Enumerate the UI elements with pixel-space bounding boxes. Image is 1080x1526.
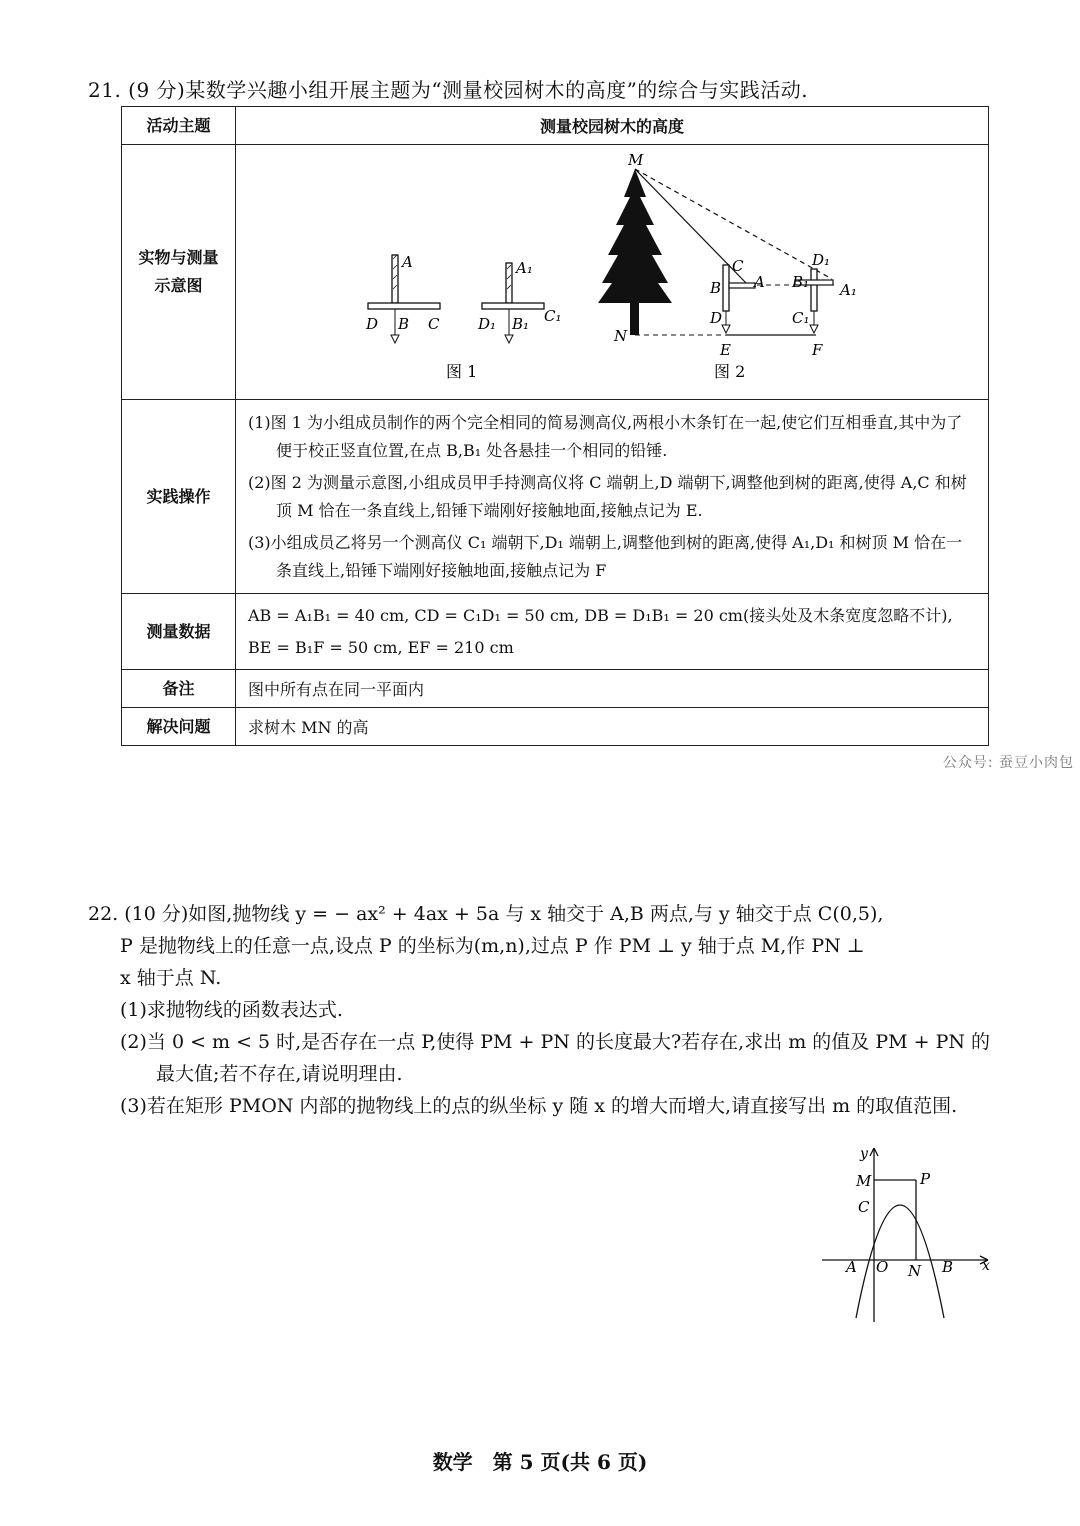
graph-label-B: B [942,1258,954,1276]
q22-sub-1: (1)求抛物线的函数表达式. [120,999,343,1021]
measurement-figures [236,145,988,395]
fig2-label-A1: A₁ [840,281,857,299]
fig1-label-A: A [402,253,413,271]
graph-label-O: O [876,1258,889,1276]
data-line-1: AB = A₁B₁ = 40 cm, CD = C₁D₁ = 50 cm, DB = D₁B₁ = 20 cm(接头处及木条宽度忽略不计), [248,605,953,625]
fig1-label-C1: C₁ [544,307,562,325]
graph-label-A: A [846,1258,857,1276]
ops-label: 实践操作 [122,400,236,594]
data-line-2: BE = B₁F = 50 cm, EF = 210 cm [248,637,514,657]
figure-label-line2: 示意图 [154,276,203,295]
fig2-label-D1: D₁ [812,251,831,269]
fig2-caption: 图 2 [714,362,746,381]
q22-sub-2: (2)当 0 < m < 5 时,是否存在一点 P,使得 PM + PN 的长度最大?若存在,求出 m 的值及 PM + PN 的最大值;若不存在,请说明理由. [120,1031,991,1085]
fig1-label-B1: B₁ [512,315,530,333]
q21-title: 21. (9 分)某数学兴趣小组开展主题为“测量校园树木的高度”的综合与实践活动. [88,78,809,102]
solve-label: 解决问题 [122,708,236,746]
fig2-label-E: E [720,341,731,359]
page-footer: 数学 第 5 页(共 6 页) [432,1450,648,1474]
graph-label-C: C [858,1198,870,1216]
fig1-label-D: D [366,315,379,333]
fig2-label-C: C [732,257,744,275]
graph-label-M: M [856,1172,872,1190]
parabola-curve [856,1205,944,1318]
ops-step-2: (2)图 2 为测量示意图,小组成员甲手持测高仪将 C 端朝上,D 端朝下,调整他到树的距离,使得 A,C 和树顶 M 恰在一条直线上,铅锤下端刚好接触地面,接触点记为 E. [248,472,967,520]
fig1-label-D1: D₁ [478,315,497,333]
parabola-graph [818,1140,998,1325]
fig1-label-B: B [398,315,410,333]
fig2-label-F: F [812,341,823,359]
q22-line-3: x 轴于点 N. [120,967,222,989]
figure-label-line1: 实物与测量 [138,248,219,267]
graph-label-N: N [908,1262,922,1280]
graph-label-P: P [920,1170,931,1188]
fig2-label-C1: C₁ [792,309,810,327]
ops-step-3: (3)小组成员乙将另一个测高仪 C₁ 端朝下,D₁ 端朝上,调整他到树的距离,使得 A₁,D₁ 和树顶 M 恰在一条直线上,铅锤下端刚好接触地面,接触点记为 F [248,532,963,580]
fig2-label-N: N [614,327,628,345]
fig2-label-A: A [754,273,765,291]
note-value: 图中所有点在同一平面内 [236,670,989,708]
figure-label [122,145,236,400]
fig1-caption: 图 1 [446,362,478,381]
theme-value: 测量校园树木的高度 [236,107,989,145]
ops-content [236,400,989,594]
fig2-label-D: D [710,309,723,327]
q22-line-2: P 是抛物线上的任意一点,设点 P 的坐标为(m,n),过点 P 作 PM ⊥ y 轴于点 M,作 PN ⊥ [120,935,865,957]
data-content [236,594,989,670]
fig2-label-B1: B₁ [792,273,810,291]
activity-table [121,106,989,746]
q22-block [88,898,998,1122]
fig1-label-C: C [428,315,440,333]
q22-sub-3: (3)若在矩形 PMON 内部的抛物线上的点的纵坐标 y 随 x 的增大而增大,请直接写出 m 的取值范围. [120,1095,958,1117]
graph-label-x: x [982,1258,990,1274]
fig1-label-A1: A₁ [516,259,533,277]
fig2-label-M: M [628,151,644,169]
ops-step-1: (1)图 1 为小组成员制作的两个完全相同的简易测高仪,两根小木条钉在一起,使它们互相垂直,其中为了便于校正竖直位置,在点 B,B₁ 处各悬挂一个相同的铅锤. [248,412,963,460]
fig2-label-B: B [710,279,722,297]
watermark: 公众号: 蚕豆小肉包 [942,755,1074,771]
q22-line-1: 22. (10 分)如图,抛物线 y = − ax² + 4ax + 5a 与 x 轴交于 A,B 两点,与 y 轴交于点 C(0,5), [88,903,884,925]
fig2-tree-icon [598,169,672,335]
note-label: 备注 [122,670,236,708]
theme-label: 活动主题 [122,107,236,145]
graph-label-y: y [860,1146,868,1162]
solve-value: 求树木 MN 的高 [236,708,989,746]
data-label: 测量数据 [122,594,236,670]
